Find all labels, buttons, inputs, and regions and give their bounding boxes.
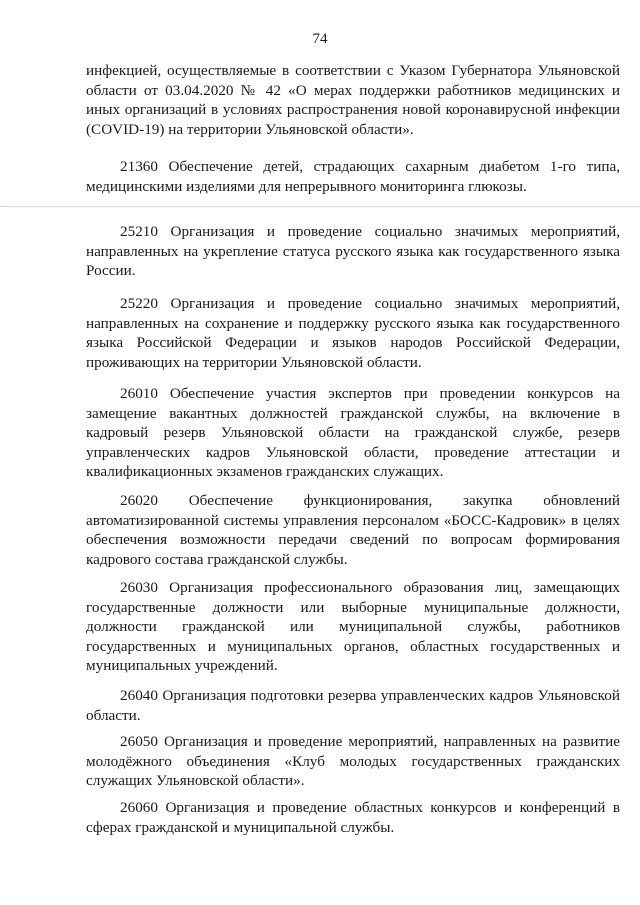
paragraph-26010: 26010 Обеспечение участия экспертов при проведении конкурсов на замещение вакантных должностей гражданской службы, на включение в кадровый резерв Ульяновской области на гражданской службе, резерв управленческих кадров Ульяновской области, проведение аттестации и квалификационных экзаменов гражданских служащих.	[86, 385, 620, 481]
paragraph-25210: 25210 Организация и проведение социально значимых мероприятий, направленных на укрепление статуса русского языка как государственного языка России.	[86, 223, 620, 280]
paragraph-26050: 26050 Организация и проведение мероприятий, направленных на развитие молодёжного объединения «Клуб молодых государственных гражданских служащих Ульяновской области».	[86, 733, 620, 790]
paragraph-covid-continuation: инфекцией, осуществляемые в соответствии с Указом Губернатора Ульяновской области от 03.04.2020 № 42 «О мерах поддержки работников медицинских и иных организаций в условиях распространения новой коронавирусной инфекции (COVID-19) на территории Ульяновской области».	[86, 62, 620, 138]
paragraph-26060: 26060 Организация и проведение областных конкурсов и конференций в сферах гражданской и муниципальной службы.	[86, 799, 620, 836]
paragraph-26040: 26040 Организация подготовки резерва управленческих кадров Ульяновской области.	[86, 687, 620, 724]
paragraph-25220: 25220 Организация и проведение социально значимых мероприятий, направленных на сохранение и поддержку русского языка как государственного языка Российской Федерации и языков народов Российской Федерации, проживающих на территории Ульяновской области.	[86, 295, 620, 371]
scan-artifact-line	[0, 206, 640, 207]
paragraph-26030: 26030 Организация профессионального образования лиц, замещающих государственные должности или выборные муниципальные должности, должности гражданской или муниципальной службы, работников государственных и муниципальных органов, областных государственных и муниципальных учреждений.	[86, 579, 620, 675]
paragraph-21360: 21360 Обеспечение детей, страдающих сахарным диабетом 1-го типа, медицинскими изделиями для непрерывного мониторинга глюкозы.	[86, 158, 620, 195]
page-number: 74	[312, 31, 328, 47]
paragraph-26020: 26020 Обеспечение функционирования, закупка обновлений автоматизированной системы управления персоналом «БОСС-Кадровик» в целях обеспечения возможности передачи сведений по вопросам формирования кадрового состава гражданской службы.	[86, 492, 620, 568]
